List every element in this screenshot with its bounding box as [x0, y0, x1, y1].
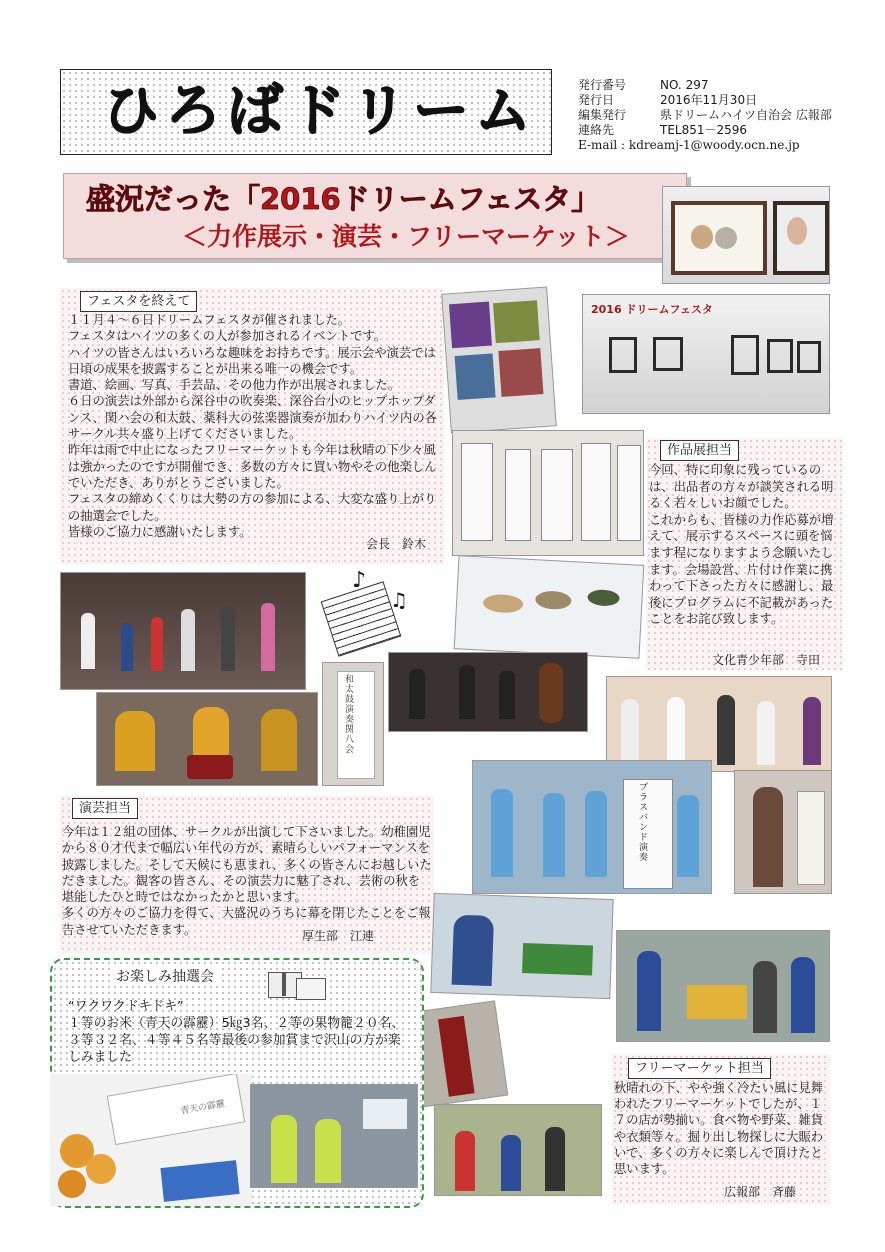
taiko-sign-text: 和太鼓演奏 関八会	[345, 675, 355, 755]
market-body: 秋晴れの下、やや強く冷たい風に見舞われたフリーマーケットでしたが、１７の店が勢揃い。食べ物や野菜、雑貨や衣類等々。掘り出し物探しに大賑わいで、多くの方々に楽しんで頂けたと思います。	[614, 1081, 824, 1177]
market-heading: フリーマーケット担当	[628, 1058, 771, 1079]
meta-row: 発行番号 NO. 297	[578, 78, 709, 92]
music-note-icon: ♪	[352, 568, 367, 593]
lottery-body: “ワクワクドキドキ” １等のお米（青天の霹靂）5㎏3名、２等の果物籠２０名、３等３２名、４等４５名等最後の参加賞まで沢山の方が楽しみました	[68, 999, 405, 1065]
photo-brass-band	[472, 760, 712, 894]
photo-bowls	[454, 555, 645, 659]
email: E-mail : kdreamj-1@woody.ocn.ne.jp	[578, 138, 800, 152]
music-illustration	[318, 568, 414, 660]
photo-lottery-draw	[250, 1084, 418, 1188]
band-sign-text: ブラスバンド演奏	[639, 783, 649, 863]
market-section	[612, 1054, 830, 1204]
banner-text: 2016 ドリームフェスタ	[591, 303, 713, 316]
headline-banner	[63, 173, 687, 259]
photo-exhibit-panels	[441, 286, 557, 433]
meta-row: 連絡先 TEL851－2596	[578, 123, 748, 137]
exhibit-sign: 文化青少年部 寺田	[711, 653, 820, 667]
photo-exhibit-hall	[582, 294, 830, 414]
photo-kimono	[734, 770, 832, 894]
festa-heading: フェスタを終えて	[80, 291, 197, 312]
meta-row: 発行日 2016年11月30日	[578, 93, 758, 107]
photo-lottery-goods	[50, 1074, 252, 1206]
photo-taiko-sign	[322, 662, 384, 786]
festa-section	[60, 288, 444, 564]
photo-cat-paintings	[662, 186, 830, 284]
exhibit-section	[646, 438, 842, 670]
masthead-meta	[578, 78, 878, 153]
festa-body: １１月４～６日ドリームフェスタが催されました。 フェスタはハイツの多くの人が参加されるイベントです。 ハイツの皆さんはいろいろな趣味をお持ちです。展示会や演芸では日頃の成果を披露することが出来る唯一の機会です。 書道、絵画、写真、手芸品、その他力作が出展されました。 ６日の演芸は外部から深谷中の吹奏楽、深谷台小のヒップホップダンス、関ハ会の和太鼓、薬科大の弦楽器演奏が加わりハイツ内の各サークル共々盛り上げてくださいました。 昨年は雨で中止になったフリーマーケットも今年は秋晴の下少々風は強かったのですが開催でき、多数の方々に買い物やその他楽しんでいただき、ありがとうございました。 フェスタの締めくくりは大勢の方の参加による、大変な盛り上がりの抽選会でした。 皆様のご協力に感謝いたします。	[68, 313, 437, 539]
music-note-icon: ♫	[390, 588, 408, 612]
performance-sign: 厚生部 江連	[301, 929, 374, 943]
exhibit-heading: 作品展担当	[660, 440, 739, 461]
performance-section	[60, 796, 434, 954]
gift-icon	[268, 964, 328, 998]
market-sign: 広報部 斉藤	[723, 1185, 796, 1199]
headline-sub: ＜力作展示・演芸・フリーマーケット＞	[182, 222, 630, 251]
exhibit-body: 今回、特に印象に残っているのは、出品者の方々が談笑される明るく若々しいお顔でした。 これからも、皆様の力作応募が増えて、展示するスペースに頭を悩ます程になりますよう念願いたします。会場設営、片付け作業に携わって下さった方々に感謝し、最後にプログラムに不記載があったことをお詫び致します。	[649, 463, 834, 627]
photo-calligraphy	[452, 430, 644, 556]
festa-sign: 会長 鈴木	[365, 537, 426, 551]
photo-market-kids	[434, 1104, 602, 1196]
performance-heading: 演芸担当	[72, 798, 138, 819]
photo-strings	[388, 652, 588, 732]
goods-label: 青天の霹靂	[179, 1099, 226, 1117]
photo-taiko	[96, 692, 318, 786]
photo-kids-chorus	[60, 572, 306, 690]
photo-women-chorus	[606, 676, 832, 772]
meta-row: 編集発行 県ドリームハイツ自治会 広報部	[578, 108, 832, 122]
photo-market-stall	[430, 893, 613, 999]
masthead-title: ひろばドリーム	[103, 79, 537, 144]
headline-main: 盛況だった「2016ドリームフェスタ」	[86, 182, 601, 216]
photo-market-crowd	[616, 930, 830, 1042]
performance-body: 今年は１２組の団体、サークルが出演して下さいました。幼稚園児から８０才代まで幅広い年代の方が、素晴らしいパフォーマンスを披露しました。そして天候にも恵まれ、多くの皆さんにお越しいただきました。観客の皆さん、その演芸力に魅了され、芸術の秋を堪能したひと時ではなかったかと思います。 多くの方々のご協力を得て、大盛況のうちに幕を閉じたことをご報告させていただきます。	[62, 825, 432, 937]
masthead-title-box	[60, 69, 552, 155]
lottery-heading: お楽しみ抽選会	[112, 966, 218, 986]
